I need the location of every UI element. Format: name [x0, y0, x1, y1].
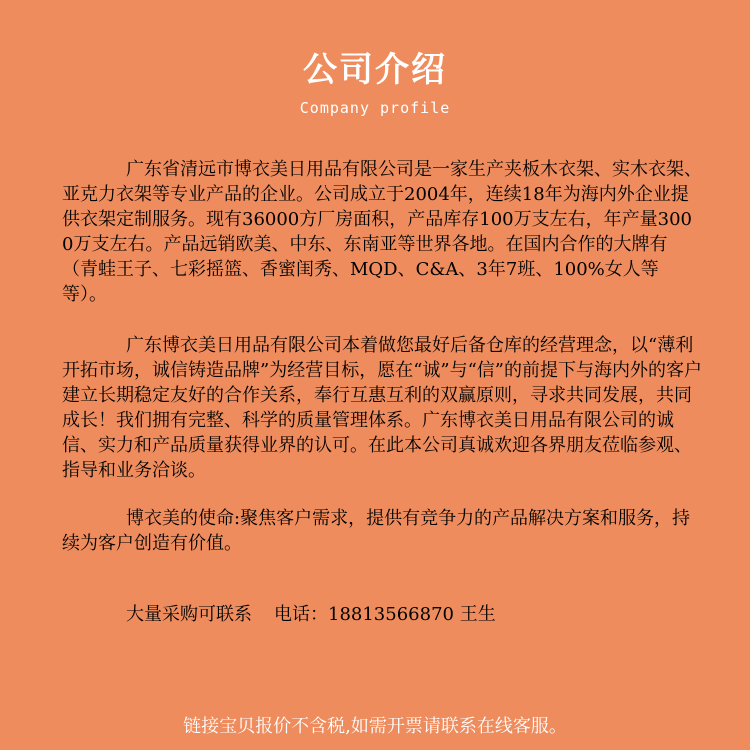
contact-phone: 电话：18813566870 王生	[274, 604, 496, 625]
contact-line	[126, 602, 496, 627]
philosophy-paragraph: 广东博衣美日用品有限公司本着做您最好后备仓库的经营理念，以“薄利开拓市场，诚信铸造品牌”为经营目标，愿在“诚”与“信”的前提下与海内外的客户建立长期稳定友好的合作关系，奉行互惠互利的双赢原则，寻求共同发展，共同成长！我们拥有完整、科学的质量管理体系。广东博衣美日用品有限公司的诚信、实力和产品质量获得业界的认可。在此本公司真诚欢迎各界朋友莅临参观、指导和业务洽谈。	[62, 335, 703, 481]
page-subtitle: Company profile	[299, 99, 451, 117]
mission-paragraph: 博衣美的使命:聚焦客户需求，提供有竞争力的产品解决方案和服务，持续为客户创造有价值。	[62, 508, 691, 554]
intro-paragraph: 广东省清远市博衣美日用品有限公司是一家生产夹板木衣架、实木衣架、亚克力衣架等专业产品的企业。公司成立于2004年，连续18年为海内外企业提供衣架定制服务。现有36000方厂房面积，产品库存100万支左右，年产量3000万支左右。产品远销欧美、中东、东南亚等世界各地。在国内合作的大牌有（青蛙王子、七彩摇篮、香蜜闺秀、MQD、C&A、3年7班、100%女人等等）。	[62, 159, 702, 305]
page-title: 公司介绍	[303, 50, 447, 90]
contact-label: 大量采购可联系	[126, 604, 252, 625]
footer-note: 链接宝贝报价不含税,如需开票请联系在线客服。	[183, 716, 567, 737]
